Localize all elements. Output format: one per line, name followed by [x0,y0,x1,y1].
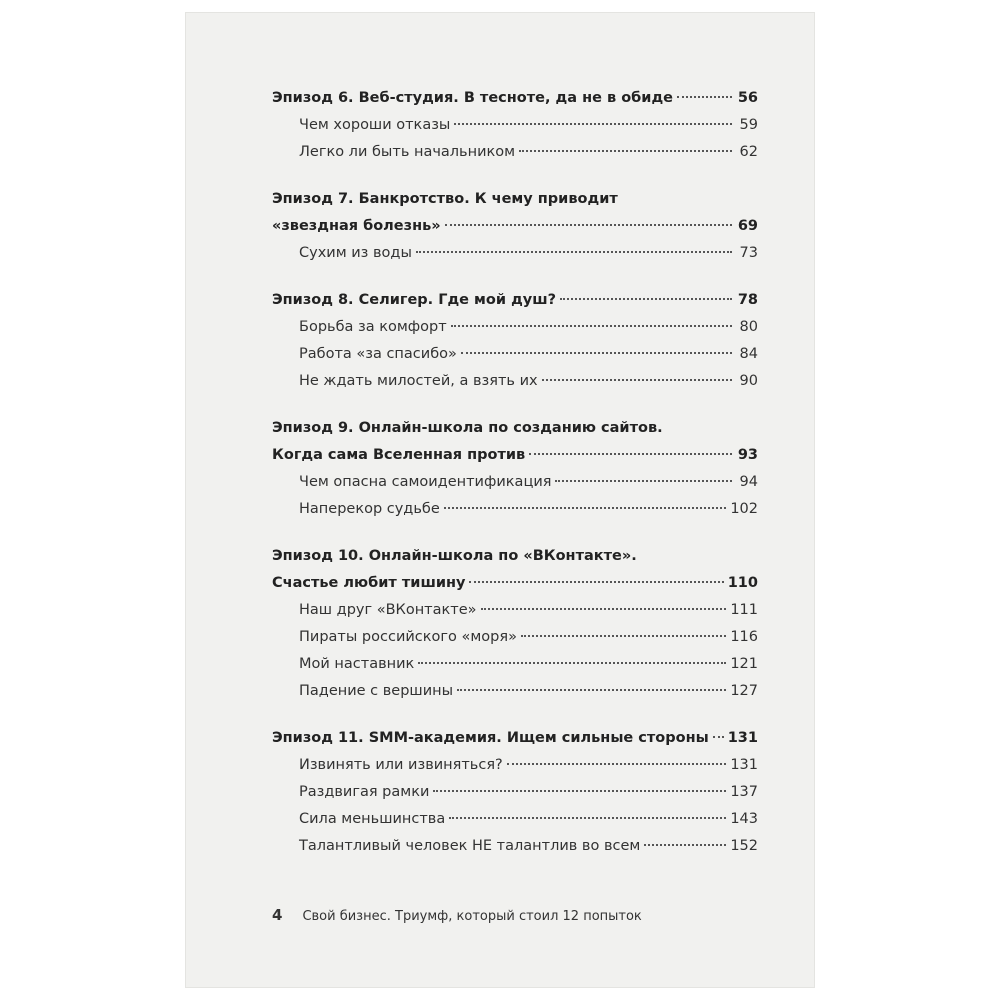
dot-leader [644,844,726,846]
episode-heading-row [272,287,758,314]
episode-page-number: 110 [727,575,758,591]
subentry-page-number: 127 [730,683,758,699]
episode-title: Эпизод 11. SMM-академия. Ищем сильные стороны [272,730,709,746]
episode-page-number: 78 [737,292,758,308]
subentry-title: Наш друг «ВКонтакте» [299,602,477,618]
subentry-page-number: 121 [730,656,758,672]
dot-leader [469,581,723,583]
dot-leader [677,96,732,98]
toc-subentry [272,833,758,860]
subentry-title: Чем хороши отказы [299,117,451,133]
page-footer [272,906,642,924]
dot-leader [481,608,727,610]
episode-title: «звездная болезнь» [272,218,441,234]
subentry-title: Мой наставник [299,656,415,672]
toc-subentry [272,678,758,705]
episode-heading-line [272,415,758,442]
subentry-page-number: 59 [739,117,758,133]
toc-episode [272,287,758,395]
toc-subentry [272,112,758,139]
subentry-title: Чем опасна самоидентификация [299,474,552,490]
dot-leader [519,150,732,152]
toc-subentry [272,752,758,779]
toc-episode [272,85,758,166]
subentry-title: Не ждать милостей, а взять их [299,373,538,389]
dot-leader [445,224,732,226]
page-number: 4 [272,906,283,924]
toc-subentry [272,597,758,624]
subentry-page-number: 80 [739,319,758,335]
toc-subentry [272,496,758,523]
dot-leader [713,736,724,738]
episode-page-number: 93 [737,447,758,463]
toc-subentry [272,779,758,806]
toc-episode [272,415,758,523]
dot-leader [451,325,732,327]
dot-leader [555,480,732,482]
dot-leader [416,251,732,253]
episode-heading-row [272,85,758,112]
episode-title: Эпизод 8. Селигер. Где мой душ? [272,292,557,308]
subentry-page-number: 102 [730,501,758,517]
toc-subentry [272,341,758,368]
episode-title: Эпизод 7. Банкротство. К чему приводит [272,191,618,207]
dot-leader [418,662,726,664]
subentry-page-number: 84 [739,346,758,362]
subentry-title: Борьба за комфорт [299,319,447,335]
dot-leader [507,763,727,765]
episode-page-number: 56 [737,90,758,106]
dot-leader [449,817,726,819]
episode-title: Эпизод 10. Онлайн-школа по «ВКонтакте». [272,548,637,564]
subentry-title: Наперекор судьбе [299,501,440,517]
dot-leader [444,507,727,509]
episode-heading-row [272,725,758,752]
subentry-page-number: 73 [739,245,758,261]
subentry-title: Сухим из воды [299,245,412,261]
episode-heading-row [272,570,758,597]
episode-page-number: 131 [727,730,758,746]
toc-subentry [272,368,758,395]
subentry-page-number: 94 [739,474,758,490]
episode-heading-line [272,186,758,213]
episode-title: Эпизод 6. Веб-студия. В тесноте, да не в обиде [272,90,673,106]
subentry-title: Легко ли быть начальником [299,144,516,160]
subentry-page-number: 62 [739,144,758,160]
subentry-title: Сила меньшинства [299,811,446,827]
toc-subentry [272,314,758,341]
subentry-title: Пираты российского «моря» [299,629,517,645]
subentry-page-number: 152 [730,838,758,854]
toc-episode [272,186,758,267]
toc-subentry [272,651,758,678]
subentry-page-number: 131 [730,757,758,773]
toc-subentry [272,469,758,496]
episode-title: Счастье любит тишину [272,575,466,591]
dot-leader [521,635,726,637]
subentry-title: Падение с вершины [299,683,454,699]
toc-subentry [272,139,758,166]
episode-page-number: 69 [737,218,758,234]
dot-leader [529,453,732,455]
table-of-contents [272,85,758,880]
subentry-page-number: 90 [739,373,758,389]
toc-subentry [272,240,758,267]
subentry-title: Работа «за спасибо» [299,346,457,362]
episode-heading-line [272,543,758,570]
subentry-title: Извинять или извиняться? [299,757,503,773]
subentry-title: Талантливый человек НЕ талантлив во всем [299,838,641,854]
episode-title: Когда сама Вселенная против [272,447,526,463]
dot-leader [461,352,732,354]
subentry-page-number: 111 [730,602,758,618]
toc-episode [272,725,758,860]
toc-subentry [272,806,758,833]
toc-episode [272,543,758,705]
toc-subentry [272,624,758,651]
episode-heading-row [272,442,758,469]
dot-leader [457,689,726,691]
episode-title: Эпизод 9. Онлайн-школа по созданию сайтов. [272,420,663,436]
subentry-page-number: 143 [730,811,758,827]
subentry-page-number: 116 [730,629,758,645]
book-title: Свой бизнес. Триумф, который стоил 12 попыток [302,909,642,924]
subentry-page-number: 137 [730,784,758,800]
episode-heading-row [272,213,758,240]
dot-leader [454,123,732,125]
dot-leader [433,790,726,792]
subentry-title: Раздвигая рамки [299,784,430,800]
dot-leader [560,298,732,300]
dot-leader [542,379,732,381]
